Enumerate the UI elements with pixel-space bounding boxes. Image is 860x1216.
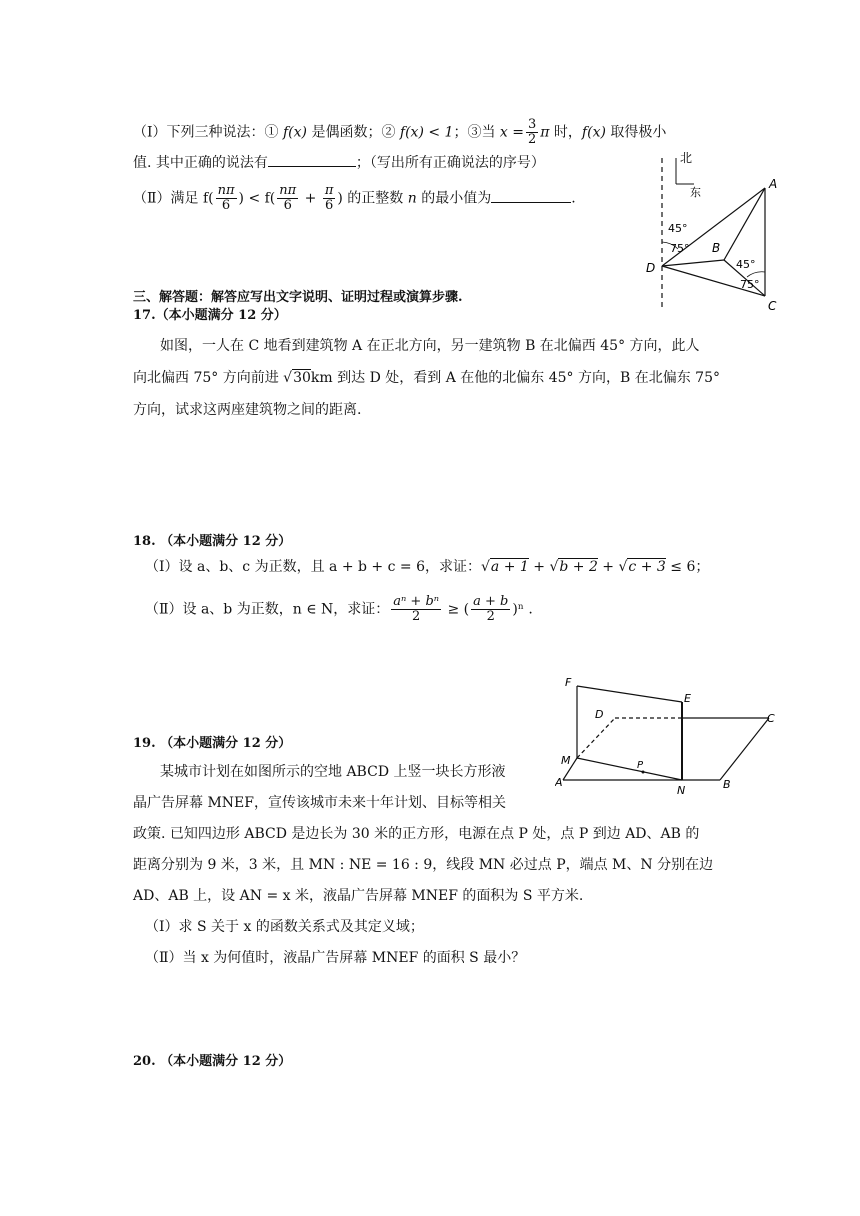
- q19-line1: 某城市计划在如图所示的空地 ABCD 上竖一块长方形液: [160, 764, 506, 780]
- point-B: B: [712, 241, 721, 255]
- q19-part2: （Ⅱ）当 x 为何值时，液晶广告屏幕 MNEF 的面积 S 最小？: [145, 950, 526, 966]
- q19-heading: 19. （本小题满分 12 分）: [133, 736, 292, 751]
- q19-part1: （Ⅰ）求 S 关于 x 的函数关系式及其定义域；: [145, 919, 424, 935]
- point-A: A: [769, 177, 778, 191]
- q17-line3: 方向，试求这两座建筑物之间的距离.: [133, 402, 362, 418]
- q17-heading: 17.（本小题满分 12 分）: [133, 308, 287, 323]
- q17-line1: 如图，一人在 C 地看到建筑物 A 在正北方向，另一建筑物 B 在北偏西 45° 方向，此人: [160, 338, 700, 354]
- answer-blank-1: [268, 152, 356, 167]
- point-E: E: [684, 692, 691, 705]
- q18-part1: （Ⅰ）设 a、b、c 为正数，且 a + b + c = 6，求证：√a + 1 + √b + 2 + √c + 3 ≤ 6；: [145, 559, 710, 575]
- angle-75-at-D: 75°: [670, 242, 690, 255]
- q16-part1-line1: （Ⅰ）下列三种说法：① f(x) 是偶函数；② f(x) < 1；③当 x = $\frac{3}{2}$ π 时，f(x) 取得极小: [133, 117, 667, 147]
- answer-blank-2: [491, 188, 571, 203]
- q18-heading: 18. （本小题满分 12 分）: [133, 534, 292, 549]
- q17-line2: 向北偏西 75° 方向前进 √30km 到达 D 处，看到 A 在他的北偏东 45° 方向，B 在北偏东 75°: [133, 370, 720, 386]
- q16-part2: （Ⅱ）满足 f( $\frac{n\pi}{6}$ ) < f( $\frac{n\pi}{6}$ + $\frac{\pi}{6}$ ) 的正整数 n 的最小值为 .: [133, 183, 576, 213]
- east-label: 东: [690, 186, 701, 199]
- angle-75-at-C: 75°: [740, 278, 760, 291]
- angle-45-at-C: 45°: [736, 258, 756, 271]
- angle-45-at-D: 45°: [668, 222, 688, 235]
- point-N: N: [677, 784, 686, 797]
- figure-17-diagram: [640, 148, 790, 318]
- point-A: A: [555, 776, 563, 789]
- section-3-heading: 三、解答题：解答应写出文字说明、证明过程或演算步骤.: [133, 290, 463, 305]
- q19-line5: AD、AB 上，设 AN = x 米，液晶广告屏幕 MNEF 的面积为 S 平方米.: [133, 888, 584, 904]
- north-label: 北: [680, 151, 693, 165]
- q16-part1-line2: 值. 其中正确的说法有 ；（写出所有正确说法的序号）: [133, 152, 545, 173]
- q19-line4: 距离分别为 9 米，3 米，且 MN : NE = 16 : 9，线段 MN 必过点 P，端点 M、N 分别在边: [133, 857, 714, 873]
- point-M: M: [561, 754, 571, 767]
- point-P: P: [637, 760, 644, 771]
- fraction-3-2: $\frac{3}{2}$: [527, 117, 537, 147]
- q18-part2: （Ⅱ）设 a、b 为正数，n ∈ N，求证： $\frac{\text{aⁿ + bⁿ}}{2}$ ≥ ( $\frac{a + b}{2}$ )ⁿ .: [145, 594, 533, 624]
- figure-19-diagram: [555, 672, 777, 798]
- point-B: B: [723, 778, 731, 791]
- point-C: C: [767, 712, 775, 725]
- q20-heading: 20. （本小题满分 12 分）: [133, 1054, 292, 1069]
- point-F: F: [565, 676, 572, 689]
- point-D: D: [646, 261, 656, 275]
- point-C: C: [768, 299, 777, 313]
- point-D: D: [595, 708, 604, 721]
- q19-line3: 政策. 已知四边形 ABCD 是边长为 30 米的正方形，电源在点 P 处，点 P 到边 AD、AB 的: [133, 826, 700, 842]
- q19-line2: 晶广告屏幕 MNEF，宣传该城市未来十年计划、目标等相关: [133, 795, 506, 811]
